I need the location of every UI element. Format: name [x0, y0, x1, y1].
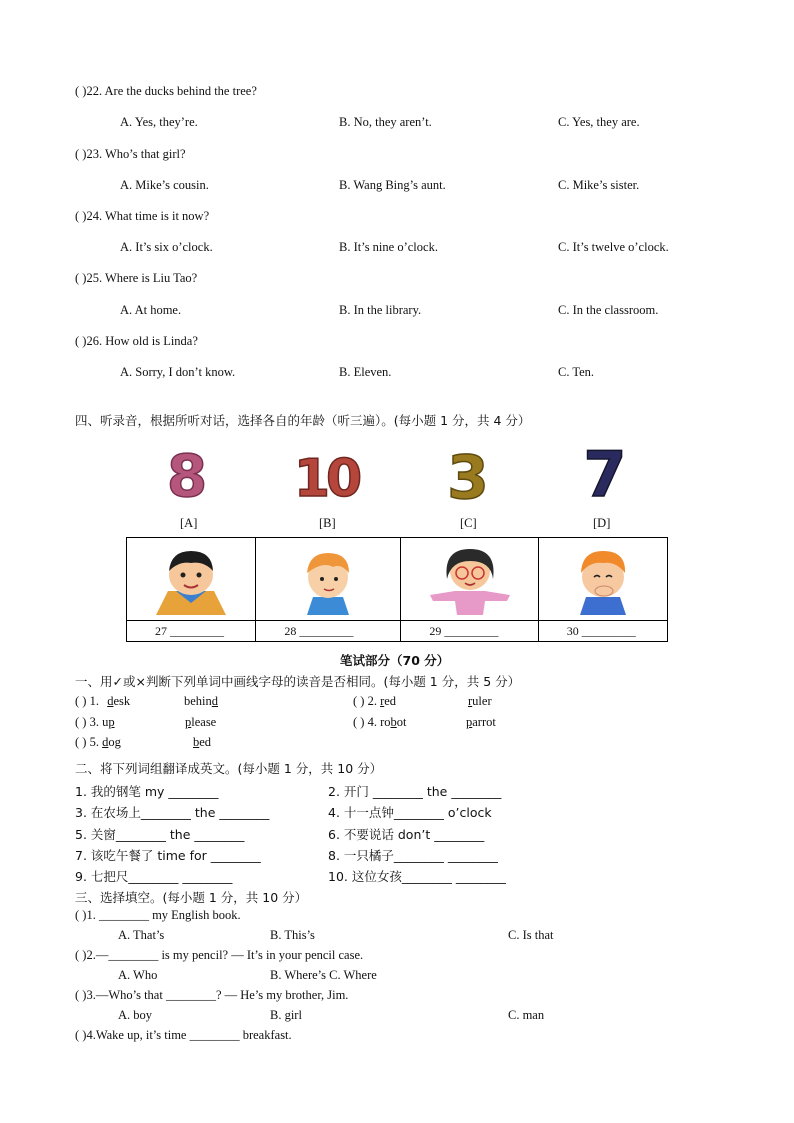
- translate-item-7: 7. 该吃午餐了 time for ________: [75, 848, 261, 863]
- word-2: parrot: [466, 715, 496, 729]
- number-8-image: [152, 438, 222, 508]
- choice-question-1: ( )1. ________ my English book.: [75, 908, 241, 922]
- option-a: A. boy: [118, 1008, 153, 1022]
- word-1: dog: [102, 735, 121, 749]
- option-a: A. Who: [118, 968, 158, 982]
- word-2: bed: [193, 735, 212, 749]
- choice-question-4: ( )4.Wake up, it’s time ________ breakfast.: [75, 1028, 292, 1042]
- word-2: behind: [184, 694, 219, 708]
- girl-glasses-image: [425, 539, 515, 615]
- option-a: A. Mike’s cousin.: [120, 178, 209, 192]
- boy-laughing-image: [568, 539, 638, 615]
- part-2-title: 二、将下列词组翻译成英文。(每小题 1 分，共 10 分）: [75, 761, 383, 776]
- option-b-c: B. Where’s C. Where: [270, 968, 377, 982]
- word-2: please: [185, 715, 217, 729]
- word-1: desk: [107, 694, 131, 708]
- part-1-title: 一、用✓或×判断下列单词中画线字母的读音是否相同。(每小题 1 分，共 5 分）: [75, 674, 521, 689]
- svg-text:7: 7: [583, 438, 627, 506]
- written-section-title: 笔试部分（70 分）: [340, 653, 450, 668]
- option-a: A. Yes, they’re.: [120, 115, 198, 129]
- choice-question-3: ( )3.—Who’s that ________? — He’s my brother, Jim.: [75, 988, 349, 1002]
- option-b: B. Wang Bing’s aunt.: [339, 178, 446, 192]
- word-1: red: [380, 694, 397, 708]
- part-3-title: 三、选择填空。(每小题 1 分，共 10 分）: [75, 890, 308, 905]
- translate-item-10: 10. 这位女孩________ ________: [328, 869, 506, 884]
- blank-29[interactable]: 29 _________: [401, 621, 538, 642]
- pron-item-4: ( ) 4. robot: [353, 715, 407, 729]
- question-24: ( )24. What time is it now?: [75, 209, 210, 223]
- option-b: B. This’s: [270, 928, 315, 942]
- question-25: ( )25. Where is Liu Tao?: [75, 271, 198, 285]
- boy-orange-hair-image: [293, 539, 363, 615]
- translate-item-3: 3. 在农场上________ the ________: [75, 805, 270, 820]
- translate-item-6: 6. 不要说话 don’t ________: [328, 827, 485, 842]
- word-2: ruler: [468, 694, 492, 708]
- option-c: C. man: [508, 1008, 545, 1022]
- svg-text:3: 3: [447, 443, 489, 508]
- girl-glasses-cell: [401, 538, 538, 621]
- pron-item-1: ( ) 1. desk: [75, 694, 131, 708]
- translate-item-4: 4. 十一点钟________ o’clock: [328, 805, 492, 820]
- svg-text:10: 10: [293, 449, 359, 508]
- translate-item-1: 1. 我的钢笔 my ________: [75, 784, 219, 799]
- section-4-title: 四、听录音，根据所听对话，选择各自的年龄（听三遍）。(每小题 1 分，共 4 分）: [75, 413, 531, 428]
- option-b: B. In the library.: [339, 303, 422, 317]
- question-23: ( )23. Who’s that girl?: [75, 147, 186, 161]
- blank-27[interactable]: 27 _________: [127, 621, 256, 642]
- label-b: [B]: [319, 516, 336, 530]
- boy-laughing-cell: [538, 538, 667, 621]
- blank-30[interactable]: 30 _________: [538, 621, 667, 642]
- age-matching-table: [126, 537, 668, 642]
- option-b: B. girl: [270, 1008, 302, 1022]
- option-b: B. It’s nine o’clock.: [339, 240, 438, 254]
- translate-item-9: 9. 七把尺________ ________: [75, 869, 233, 884]
- option-c: C. Ten.: [558, 365, 595, 379]
- translate-item-8: 8. 一只橘子________ ________: [328, 848, 498, 863]
- option-b: B. Eleven.: [339, 365, 392, 379]
- pron-item-5: ( ) 5. dog: [75, 735, 121, 749]
- pron-item-3: ( ) 3. up: [75, 715, 115, 729]
- option-a: A. At home.: [120, 303, 182, 317]
- translate-item-2: 2. 开门 ________ the ________: [328, 784, 502, 799]
- label-a: [A]: [180, 516, 198, 530]
- boy-black-hair-cell: [127, 538, 256, 621]
- svg-text:8: 8: [166, 442, 208, 508]
- word-1: up: [102, 715, 115, 729]
- label-c: [C]: [460, 516, 477, 530]
- option-b: B. No, they aren’t.: [339, 115, 432, 129]
- option-c: C. Mike’s sister.: [558, 178, 640, 192]
- pron-item-2: ( ) 2. red: [353, 694, 397, 708]
- option-c: C. In the classroom.: [558, 303, 659, 317]
- option-c: C. Yes, they are.: [558, 115, 640, 129]
- label-d: [D]: [593, 516, 611, 530]
- number-3-image: [433, 438, 503, 508]
- boy-black-hair-image: [146, 539, 236, 615]
- option-a: A. That’s: [118, 928, 165, 942]
- number-10-image: [288, 438, 364, 508]
- blank-28[interactable]: 28 _________: [256, 621, 401, 642]
- option-a: A. Sorry, I don’t know.: [120, 365, 236, 379]
- question-22: ( )22. Are the ducks behind the tree?: [75, 84, 257, 98]
- number-7-image: [570, 436, 640, 506]
- boy-orange-hair-cell: [256, 538, 401, 621]
- option-a: A. It’s six o’clock.: [120, 240, 213, 254]
- word-1: robot: [380, 715, 407, 729]
- translate-item-5: 5. 关窗________ the ________: [75, 827, 245, 842]
- option-c: C. Is that: [508, 928, 554, 942]
- choice-question-2: ( )2.—________ is my pencil? — It’s in your pencil case.: [75, 948, 364, 962]
- question-26: ( )26. How old is Linda?: [75, 334, 198, 348]
- option-c: C. It’s twelve o’clock.: [558, 240, 669, 254]
